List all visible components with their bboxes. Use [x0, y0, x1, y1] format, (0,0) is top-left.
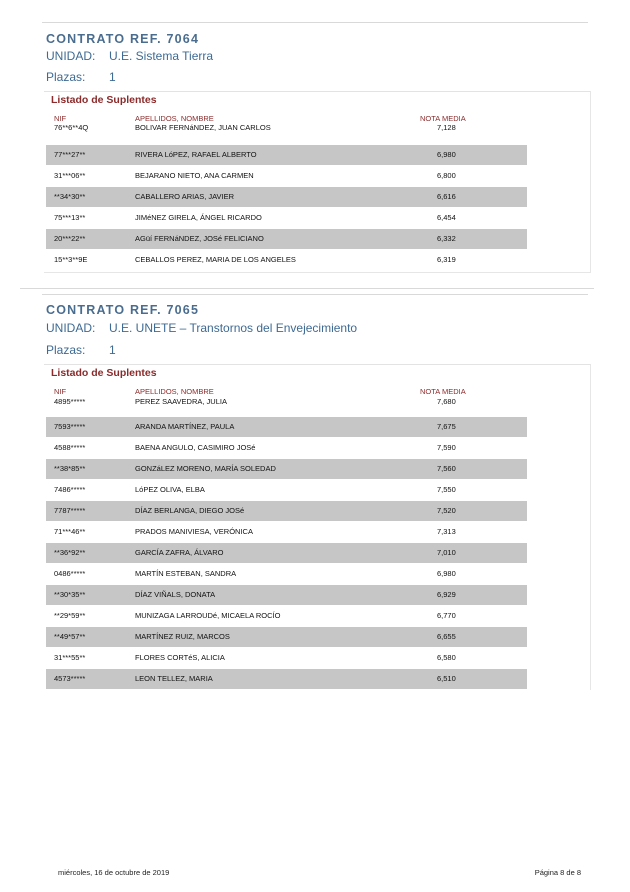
nif-cell: 76**6**4Q [54, 123, 89, 132]
name-cell: LEON TELLEZ, MARIA [135, 674, 213, 683]
nota-cell: 6,454 [437, 213, 456, 222]
suplentes-panel [44, 364, 591, 690]
col-header-name: APELLIDOS, NOMBRE [135, 387, 214, 396]
nif-cell: **38*85** [54, 464, 86, 473]
contract-ref-title: CONTRATO REF. 7064 [46, 32, 200, 46]
list-title: Listado de Suplentes [51, 94, 157, 106]
table-row [46, 208, 527, 228]
nif-cell: 31***06** [54, 171, 86, 180]
nota-cell: 7,590 [437, 443, 456, 452]
table-row [46, 187, 527, 207]
table-row [46, 145, 527, 165]
nota-cell: 6,980 [437, 569, 456, 578]
name-cell: ARANDA MARTÍNEZ, PAULA [135, 422, 235, 431]
name-cell: MARTÍN ESTEBAN, SANDRA [135, 569, 237, 578]
name-cell: MUNIZAGA LARROUDé, MICAELA ROCÍO [135, 611, 281, 620]
table-row [46, 250, 527, 270]
table-row [46, 606, 527, 626]
contract-section-7064 [42, 30, 590, 275]
table-row [46, 395, 527, 413]
nif-cell: 7593***** [54, 422, 86, 431]
nota-cell: 6,332 [437, 234, 456, 243]
nif-cell: 20***22** [54, 234, 86, 243]
col-header-nota: NOTA MEDIA [420, 387, 466, 396]
footer-page-number: Página 8 de 8 [534, 868, 581, 877]
nif-cell: 4588***** [54, 443, 86, 452]
table-row [46, 166, 527, 186]
nota-cell: 6,580 [437, 653, 456, 662]
nota-cell: 6,510 [437, 674, 456, 683]
table-row [46, 121, 527, 139]
table-row [46, 585, 527, 605]
name-cell: MARTÍNEZ RUIZ, MARCOS [135, 632, 230, 641]
contract-section-7065 [42, 303, 590, 698]
nif-cell: 7486***** [54, 485, 86, 494]
table-row [46, 438, 527, 458]
nota-cell: 7,128 [437, 123, 456, 132]
section-divider-inner [42, 294, 588, 295]
nota-cell: 6,980 [437, 150, 456, 159]
nota-cell: 6,655 [437, 632, 456, 641]
name-cell: BAENA ANGULO, CASIMIRO JOSé [135, 443, 256, 452]
nif-cell: **29*59** [54, 611, 86, 620]
nif-cell: 4895***** [54, 397, 86, 406]
table-row [46, 480, 527, 500]
nota-cell: 7,680 [437, 397, 456, 406]
nif-cell: 4573***** [54, 674, 86, 683]
nif-cell: 7787***** [54, 506, 86, 515]
nif-cell: **36*92** [54, 548, 86, 557]
table-row [46, 417, 527, 437]
nota-cell: 6,319 [437, 255, 456, 264]
nif-cell: 0486***** [54, 569, 86, 578]
nif-cell: **30*35** [54, 590, 86, 599]
nif-cell: 75***13** [54, 213, 86, 222]
nota-cell: 7,313 [437, 527, 456, 536]
name-cell: BOLIVAR FERNáNDEZ, JUAN CARLOS [135, 123, 271, 132]
nif-cell: 31***55** [54, 653, 86, 662]
plazas-label: Plazas: [46, 70, 86, 84]
plazas-value: 1 [109, 70, 116, 84]
nota-cell: 7,550 [437, 485, 456, 494]
nota-cell: 7,560 [437, 464, 456, 473]
name-cell: RIVERA LóPEZ, RAFAEL ALBERTO [135, 150, 257, 159]
nif-cell: 71***46** [54, 527, 86, 536]
col-header-nif: NIF [54, 387, 67, 396]
table-row [46, 522, 527, 542]
table-row [46, 669, 527, 689]
nota-cell: 6,800 [437, 171, 456, 180]
suplentes-panel [44, 91, 591, 273]
name-cell: DÍAZ BERLANGA, DIEGO JOSé [135, 506, 245, 515]
name-cell: JIMéNEZ GIRELA, ÁNGEL RICARDO [135, 213, 262, 222]
nif-cell: 15**3**9E [54, 255, 88, 264]
nota-cell: 6,616 [437, 192, 456, 201]
name-cell: AGüí FERNáNDEZ, JOSé FELICIANO [135, 234, 264, 243]
name-cell: FLORES CORTéS, ALICIA [135, 653, 225, 662]
unidad-label: UNIDAD: [46, 321, 96, 335]
section-divider [20, 288, 594, 289]
nif-cell: 77***27** [54, 150, 86, 159]
table-row [46, 229, 527, 249]
contract-ref-title: CONTRATO REF. 7065 [46, 303, 200, 317]
name-cell: BEJARANO NIETO, ANA CARMEN [135, 171, 254, 180]
plazas-label: Plazas: [46, 343, 86, 357]
nif-cell: **34*30** [54, 192, 86, 201]
name-cell: GARCÍA ZAFRA, ÁLVARO [135, 548, 224, 557]
nota-cell: 6,929 [437, 590, 456, 599]
name-cell: LóPEZ OLIVA, ELBA [135, 485, 205, 494]
name-cell: CEBALLOS PEREZ, MARIA DE LOS ANGELES [135, 255, 296, 264]
table-row [46, 459, 527, 479]
unidad-value: U.E. Sistema Tierra [109, 49, 214, 63]
name-cell: DÍAZ VIÑALS, DONATA [135, 590, 216, 599]
name-cell: CABALLERO ARIAS, JAVIER [135, 192, 235, 201]
nota-cell: 7,010 [437, 548, 456, 557]
name-cell: PRADOS MANIVIESA, VERÓNICA [135, 527, 253, 536]
table-row [46, 648, 527, 668]
unidad-label: UNIDAD: [46, 49, 96, 63]
nif-cell: **49*57** [54, 632, 86, 641]
table-row [46, 543, 527, 563]
nota-cell: 7,520 [437, 506, 456, 515]
col-header-nota: NOTA MEDIA [420, 114, 466, 123]
unidad-value: U.E. UNETE – Transtornos del Envejecimiento [109, 321, 358, 335]
nota-cell: 6,770 [437, 611, 456, 620]
col-header-nif: NIF [54, 114, 67, 123]
top-divider [42, 22, 588, 23]
col-header-name: APELLIDOS, NOMBRE [135, 114, 214, 123]
name-cell: PEREZ SAAVEDRA, JULIA [135, 397, 227, 406]
table-row [46, 501, 527, 521]
nota-cell: 7,675 [437, 422, 456, 431]
footer-date: miércoles, 16 de octubre de 2019 [58, 868, 170, 877]
table-row [46, 564, 527, 584]
plazas-value: 1 [109, 343, 116, 357]
table-row [46, 627, 527, 647]
list-title: Listado de Suplentes [51, 367, 157, 379]
name-cell: GONZáLEZ MORENO, MARÍA SOLEDAD [135, 464, 276, 473]
